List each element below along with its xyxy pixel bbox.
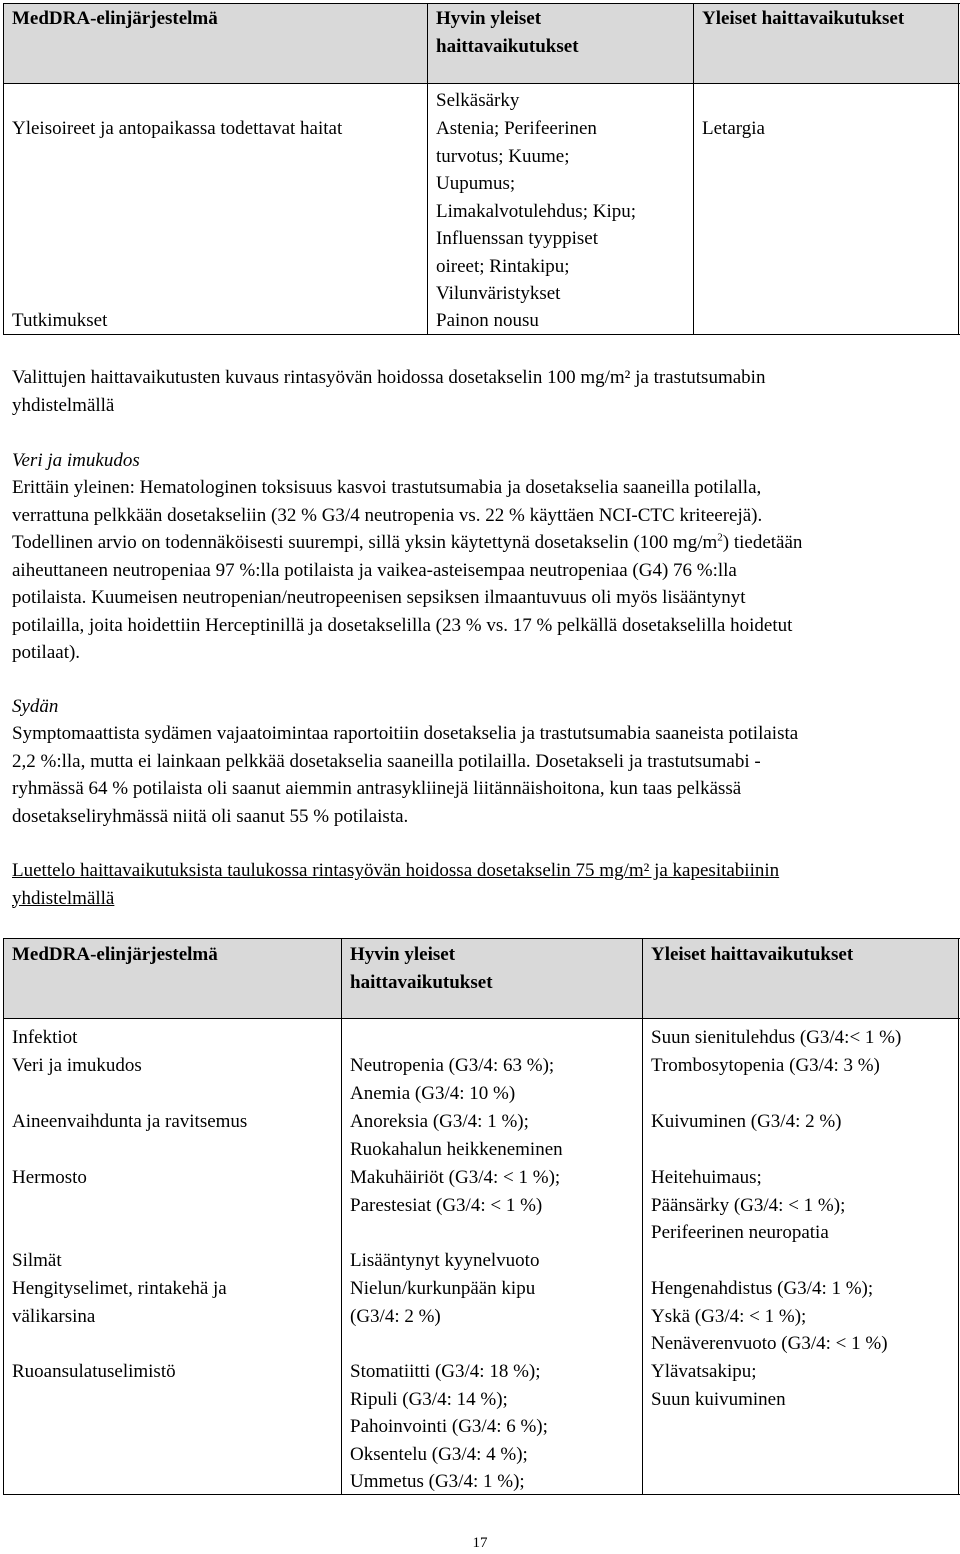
- table1-row-1-organ: Yleisoireet ja antopaikassa todettavat haitat: [12, 118, 343, 139]
- table2-header-very-common: Hyvin yleiset haittavaikutukset: [350, 944, 493, 993]
- table2-row-6-common: Ylävatsakipu; Suun kuivuminen: [651, 1361, 786, 1410]
- table2-row-2-common: Kuivuminen (G3/4: 2 %): [651, 1111, 842, 1132]
- table2-row-5-very-common: Nielun/kurkunpään kipu (G3/4: 2 %): [350, 1278, 536, 1327]
- table2-row-1-common: Trombosytopenia (G3/4: 3 %): [651, 1055, 880, 1076]
- table1-header-very-common: Hyvin yleiset haittavaikutukset: [436, 8, 579, 57]
- veri-paragraph: Erittäin yleinen: Hematologinen toksisuus kasvoi trastutsumabia ja dosetakselia saaneilla potilalla, verrattuna pelkkään dosetakseliin (32 % G3/4 neutropenia vs. 22 % käyttäen NCI-CTC kriteerejä). Todellinen arvio on todennäköisesti suurempi, sillä yksin käytettynä dosetakselin (100 $mg/m^2$) tiedetään aiheuttaneen neutropeniaa 97 %:lla potilaista ja vaikea-asteisempaa neutropeniaa (G4) 76 %:lla potilaista. Kuumeisen neutropenian/neutropeenisen sepsiksen ilmaantuvuus oli myös lisääntynyt potilailla, joita hoidettiin Herceptinillä ja dosetakselilla (23 % vs. 17 % pelkällä dosetakselilla hoidetut potilaat).: [12, 477, 803, 663]
- table2-row-5-common: Hengenahdistus (G3/4: 1 %); Yskä (G3/4: < 1 %); Nenäverenvuoto (G3/4: < 1 %): [651, 1278, 888, 1354]
- table2-row-5-organ: Hengityselimet, rintakehä ja välikarsina: [12, 1278, 227, 1327]
- section1-heading: Valittujen haittavaikutusten kuvaus rintasyövän hoidossa dosetakselin 100 mg/m² ja trastutsumabin yhdistelmällä: [12, 367, 766, 416]
- veri-title: Veri ja imukudos: [12, 450, 140, 471]
- table2-row-3-very-common: Makuhäiriöt (G3/4: < 1 %); Parestesiat (G3/4: < 1 %): [350, 1167, 561, 1216]
- table2-header-common: Yleiset haittavaikutukset: [651, 944, 854, 965]
- table2-row-6-very-common: Stomatiitti (G3/4: 18 %); Ripuli (G3/4: 14 %); Pahoinvointi (G3/4: 6 %); Oksentelu (G3/4: 4 %); Ummetus (G3/4: 1 %);: [350, 1361, 548, 1492]
- table2-row-0-common: Suun sienitulehdus (G3/4:< 1 %): [651, 1027, 902, 1048]
- table2-row-0-organ: Infektiot: [12, 1027, 78, 1048]
- table2-row-6-organ: Ruoansulatuselimistö: [12, 1361, 176, 1382]
- table1-header-common: Yleiset haittavaikutukset: [702, 8, 905, 29]
- page-number: 17: [472, 1535, 488, 1551]
- table1-row-0-very-common: Selkäsärky: [436, 90, 520, 111]
- table2-header-organ: MedDRA-elinjärjestelmä: [12, 944, 218, 965]
- table2-row-1-organ: Veri ja imukudos: [12, 1055, 142, 1076]
- sydan-title: Sydän: [12, 696, 59, 717]
- table1-row-1-common: Letargia: [702, 118, 765, 139]
- table1-row-1-very-common: Astenia; Perifeerinen turvotus; Kuume; Uupumus; Limakalvotulehdus; Kipu; Influenssan tyyppiset oireet; Rintakipu; Vilunväristykset: [436, 118, 637, 304]
- table2-row-1-very-common: Neutropenia (G3/4: 63 %); Anemia (G3/4: 10 %): [350, 1055, 555, 1104]
- table2-row-4-very-common: Lisääntynyt kyynelvuoto: [350, 1250, 540, 1271]
- sydan-paragraph: Symptomaattista sydämen vajaatoimintaa raportoitiin dosetakselia ja trastutsumabia saaneista potilaista 2,2 %:lla, mutta ei lainkaan pelkkää dosetakselia saaneilla potilailla. Dosetakseli ja trastutsumabi - ryhmässä 64 % potilaista oli saanut aiemmin antrasykliinejä liitännäishoitona, kun taas pelkässä dosetakseliryhmässä niitä oli saanut 55 % potilaista.: [12, 723, 799, 827]
- table2-row-2-organ: Aineenvaihdunta ja ravitsemus: [12, 1111, 248, 1132]
- table2-row-4-organ: Silmät: [12, 1250, 62, 1271]
- table1-header-organ: MedDRA-elinjärjestelmä: [12, 8, 218, 29]
- table1-row-2-very-common: Painon nousu: [436, 310, 539, 331]
- section2-heading: Luettelo haittavaikutuksista taulukossa rintasyövän hoidossa dosetakselin 75 mg/m² ja kapesitabiinin yhdistelmällä: [12, 860, 780, 909]
- table2-row-2-very-common: Anoreksia (G3/4: 1 %); Ruokahalun heikkeneminen: [350, 1111, 563, 1160]
- table2-row-3-common: Heitehuimaus; Päänsärky (G3/4: < 1 %); Perifeerinen neuropatia: [651, 1167, 846, 1243]
- table1-row-2-organ: Tutkimukset: [12, 310, 108, 331]
- table2-row-3-organ: Hermosto: [12, 1167, 87, 1188]
